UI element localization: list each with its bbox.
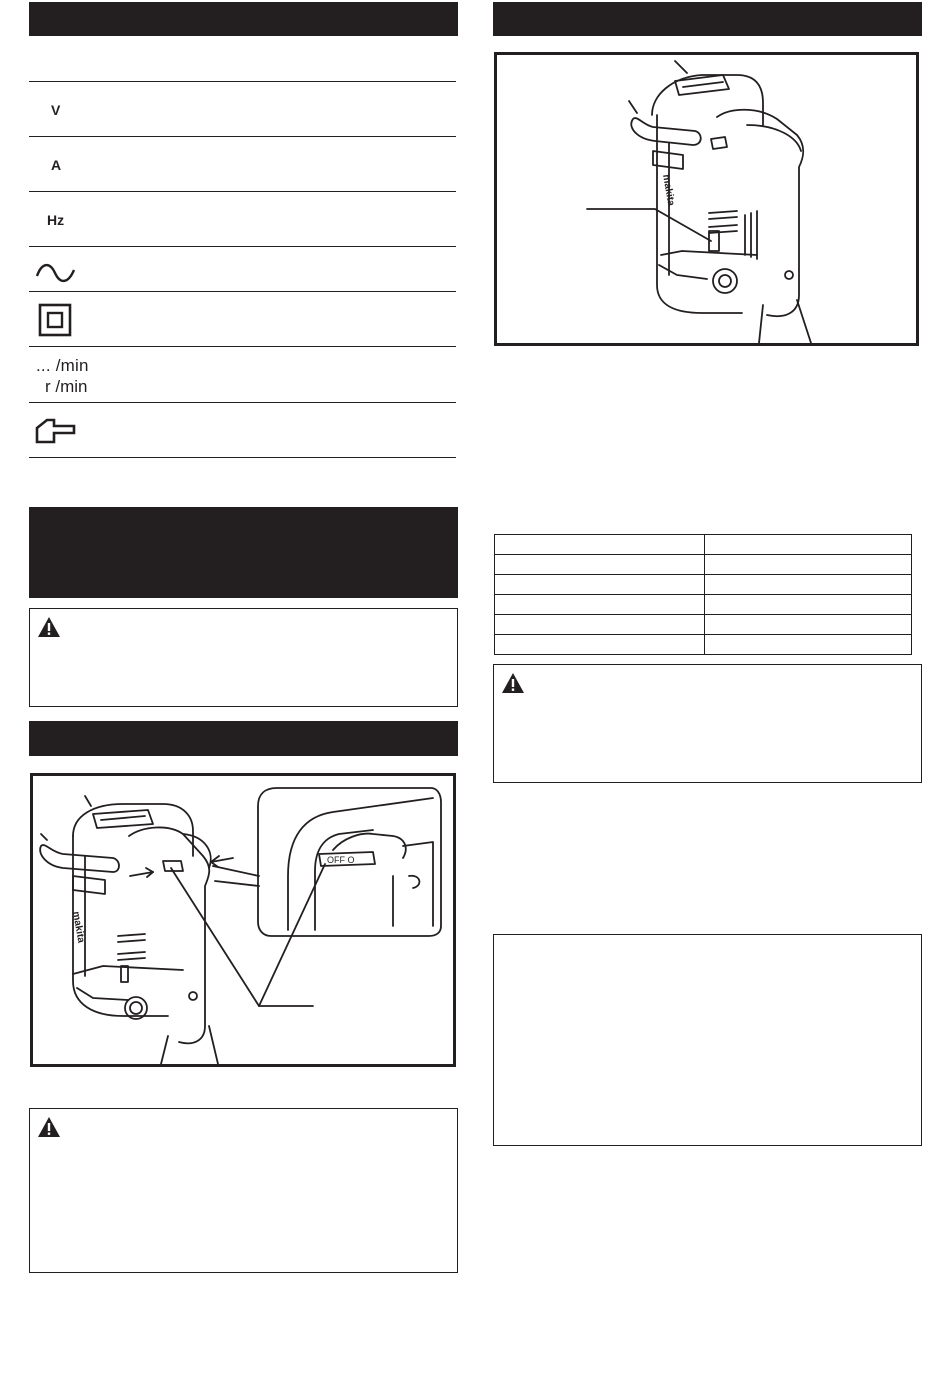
table-row (495, 615, 912, 635)
symbol-row-divider (29, 191, 456, 192)
symbol-row-divider (29, 81, 456, 82)
table-row (495, 635, 912, 655)
table-row (495, 595, 912, 615)
hammer-blow-icon (34, 416, 78, 446)
warning-box (29, 608, 458, 707)
symbol-row-divider (29, 457, 456, 458)
hammer-illustration (497, 55, 916, 343)
rpm-symbol-line2: r /min (45, 377, 88, 396)
hertz-symbol: Hz (47, 212, 65, 228)
switch-label-text: OFF O (327, 855, 355, 865)
symbol-row-divider (29, 136, 456, 137)
symbol-row-divider (29, 402, 456, 403)
symbol-row-divider (29, 291, 456, 292)
tool-figure (494, 52, 919, 346)
ampere-symbol: A (51, 157, 62, 173)
symbol-row-divider (29, 346, 456, 347)
warning-box (493, 664, 922, 783)
warning-triangle-icon (37, 616, 61, 638)
right-section-header (493, 2, 922, 36)
table-row (495, 535, 912, 555)
switch-action-figure (30, 773, 456, 1067)
safety-section-header (29, 507, 458, 598)
spec-table (494, 534, 912, 655)
hammer-switch-illustration (33, 776, 453, 1064)
warning-triangle-icon (37, 1116, 61, 1138)
brand-mark: makita (660, 173, 677, 207)
brand-mark: makita (70, 910, 87, 944)
symbols-section-header (29, 2, 458, 36)
switch-action-section-header (29, 721, 458, 756)
table-row (495, 555, 912, 575)
rpm-symbol-line1: ... /min (36, 356, 89, 375)
volt-symbol: V (51, 102, 61, 118)
warning-triangle-icon (501, 672, 525, 694)
note-box (493, 934, 922, 1146)
alternating-current-icon (34, 260, 78, 286)
symbol-row-divider (29, 246, 456, 247)
table-row (495, 575, 912, 595)
class-ii-double-insulation-icon (38, 303, 72, 337)
warning-box (29, 1108, 458, 1273)
